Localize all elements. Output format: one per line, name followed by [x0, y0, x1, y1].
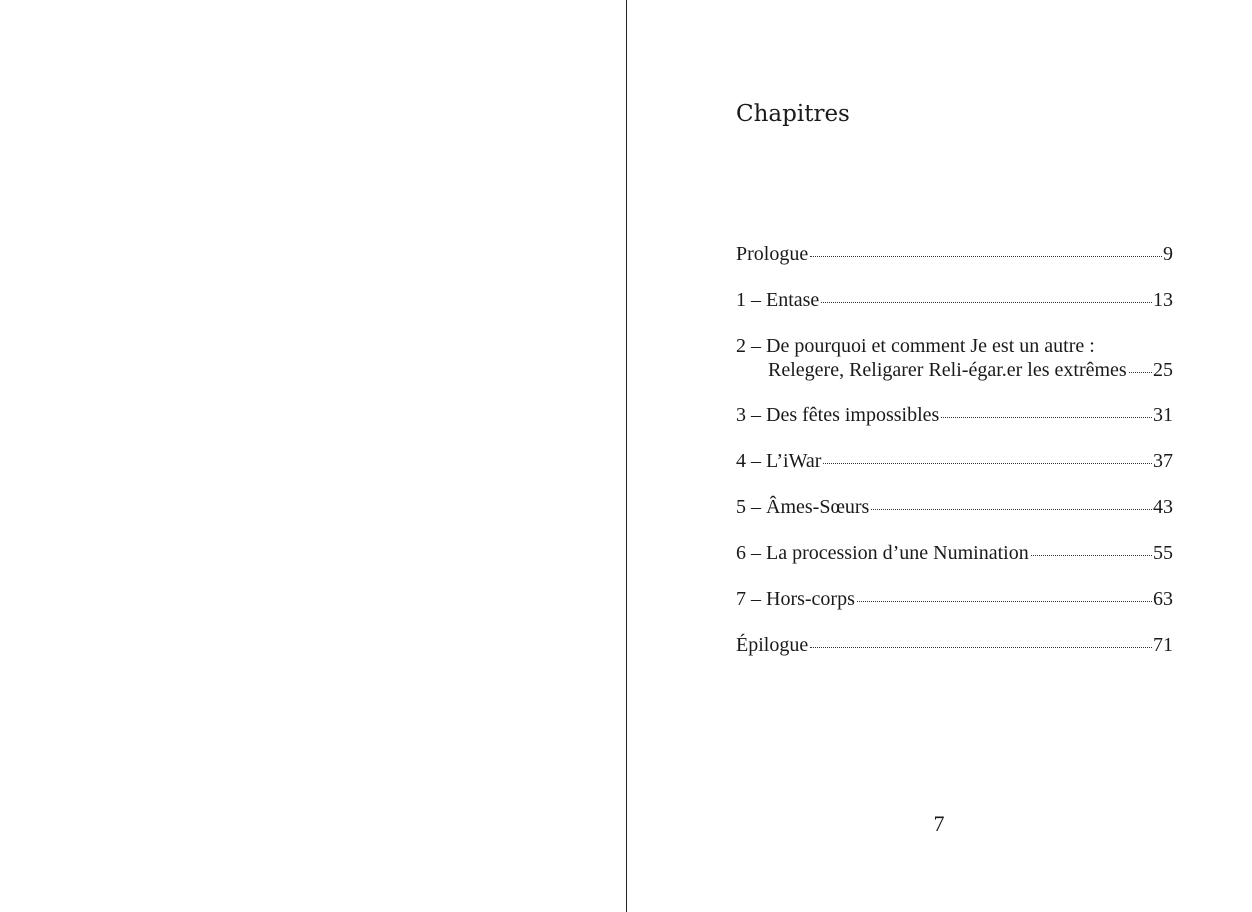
toc-page-number: 71 [1153, 634, 1173, 656]
toc-entry-label: Prologue [736, 243, 809, 265]
toc-entry-chapter-5[interactable] [736, 495, 1173, 519]
page-number: 7 [933, 811, 945, 836]
toc-entry-chapter-4[interactable] [736, 449, 1173, 473]
toc-entry-label: 4 – L’iWar [736, 450, 822, 472]
toc-entry-label-line-1: 2 – De pourquoi et comment Je est un autre : [736, 335, 1095, 357]
page-title: Chapitres [736, 101, 850, 127]
toc-entry-chapter-2[interactable] [736, 334, 1173, 382]
dot-leader [821, 302, 1152, 303]
toc-page-number: 13 [1153, 289, 1173, 311]
toc-page-number: 43 [1153, 496, 1173, 518]
toc-page-number: 25 [1153, 359, 1173, 381]
toc-entry-chapter-3[interactable] [736, 403, 1173, 427]
toc-entry-label: 6 – La procession d’une Numination [736, 542, 1029, 564]
dot-leader [941, 417, 1152, 418]
dot-leader [1129, 372, 1152, 373]
toc-entry-prologue[interactable] [736, 242, 1173, 266]
toc-page-number: 31 [1153, 404, 1173, 426]
dot-leader [810, 256, 1162, 257]
toc-page-number: 37 [1153, 450, 1173, 472]
toc-entry-label: 7 – Hors-corps [736, 588, 855, 610]
toc-entry-label: 1 – Entase [736, 289, 820, 311]
dot-leader [1031, 555, 1152, 556]
toc-entry-label: 5 – Âmes-Sœurs [736, 496, 870, 518]
toc-entry-label: 3 – Des fêtes impossibles [736, 404, 940, 426]
toc-entry-chapter-7[interactable] [736, 587, 1173, 611]
toc-entry-chapter-6[interactable] [736, 541, 1173, 565]
toc-entry-label-line-2: Relegere, Religarer Reli-égar.er les extrêmes [768, 359, 1127, 381]
toc-page-number: 63 [1153, 588, 1173, 610]
toc-entry-label: Épilogue [736, 634, 809, 656]
toc-entry-chapter-1[interactable] [736, 288, 1173, 312]
dot-leader [857, 601, 1152, 602]
dot-leader [871, 509, 1152, 510]
dot-leader [823, 463, 1152, 464]
dot-leader [810, 647, 1152, 648]
right-page [627, 0, 1252, 912]
toc-page-number: 55 [1153, 542, 1173, 564]
toc-entry-epilogue[interactable] [736, 633, 1173, 657]
toc-page-number: 9 [1163, 243, 1173, 265]
